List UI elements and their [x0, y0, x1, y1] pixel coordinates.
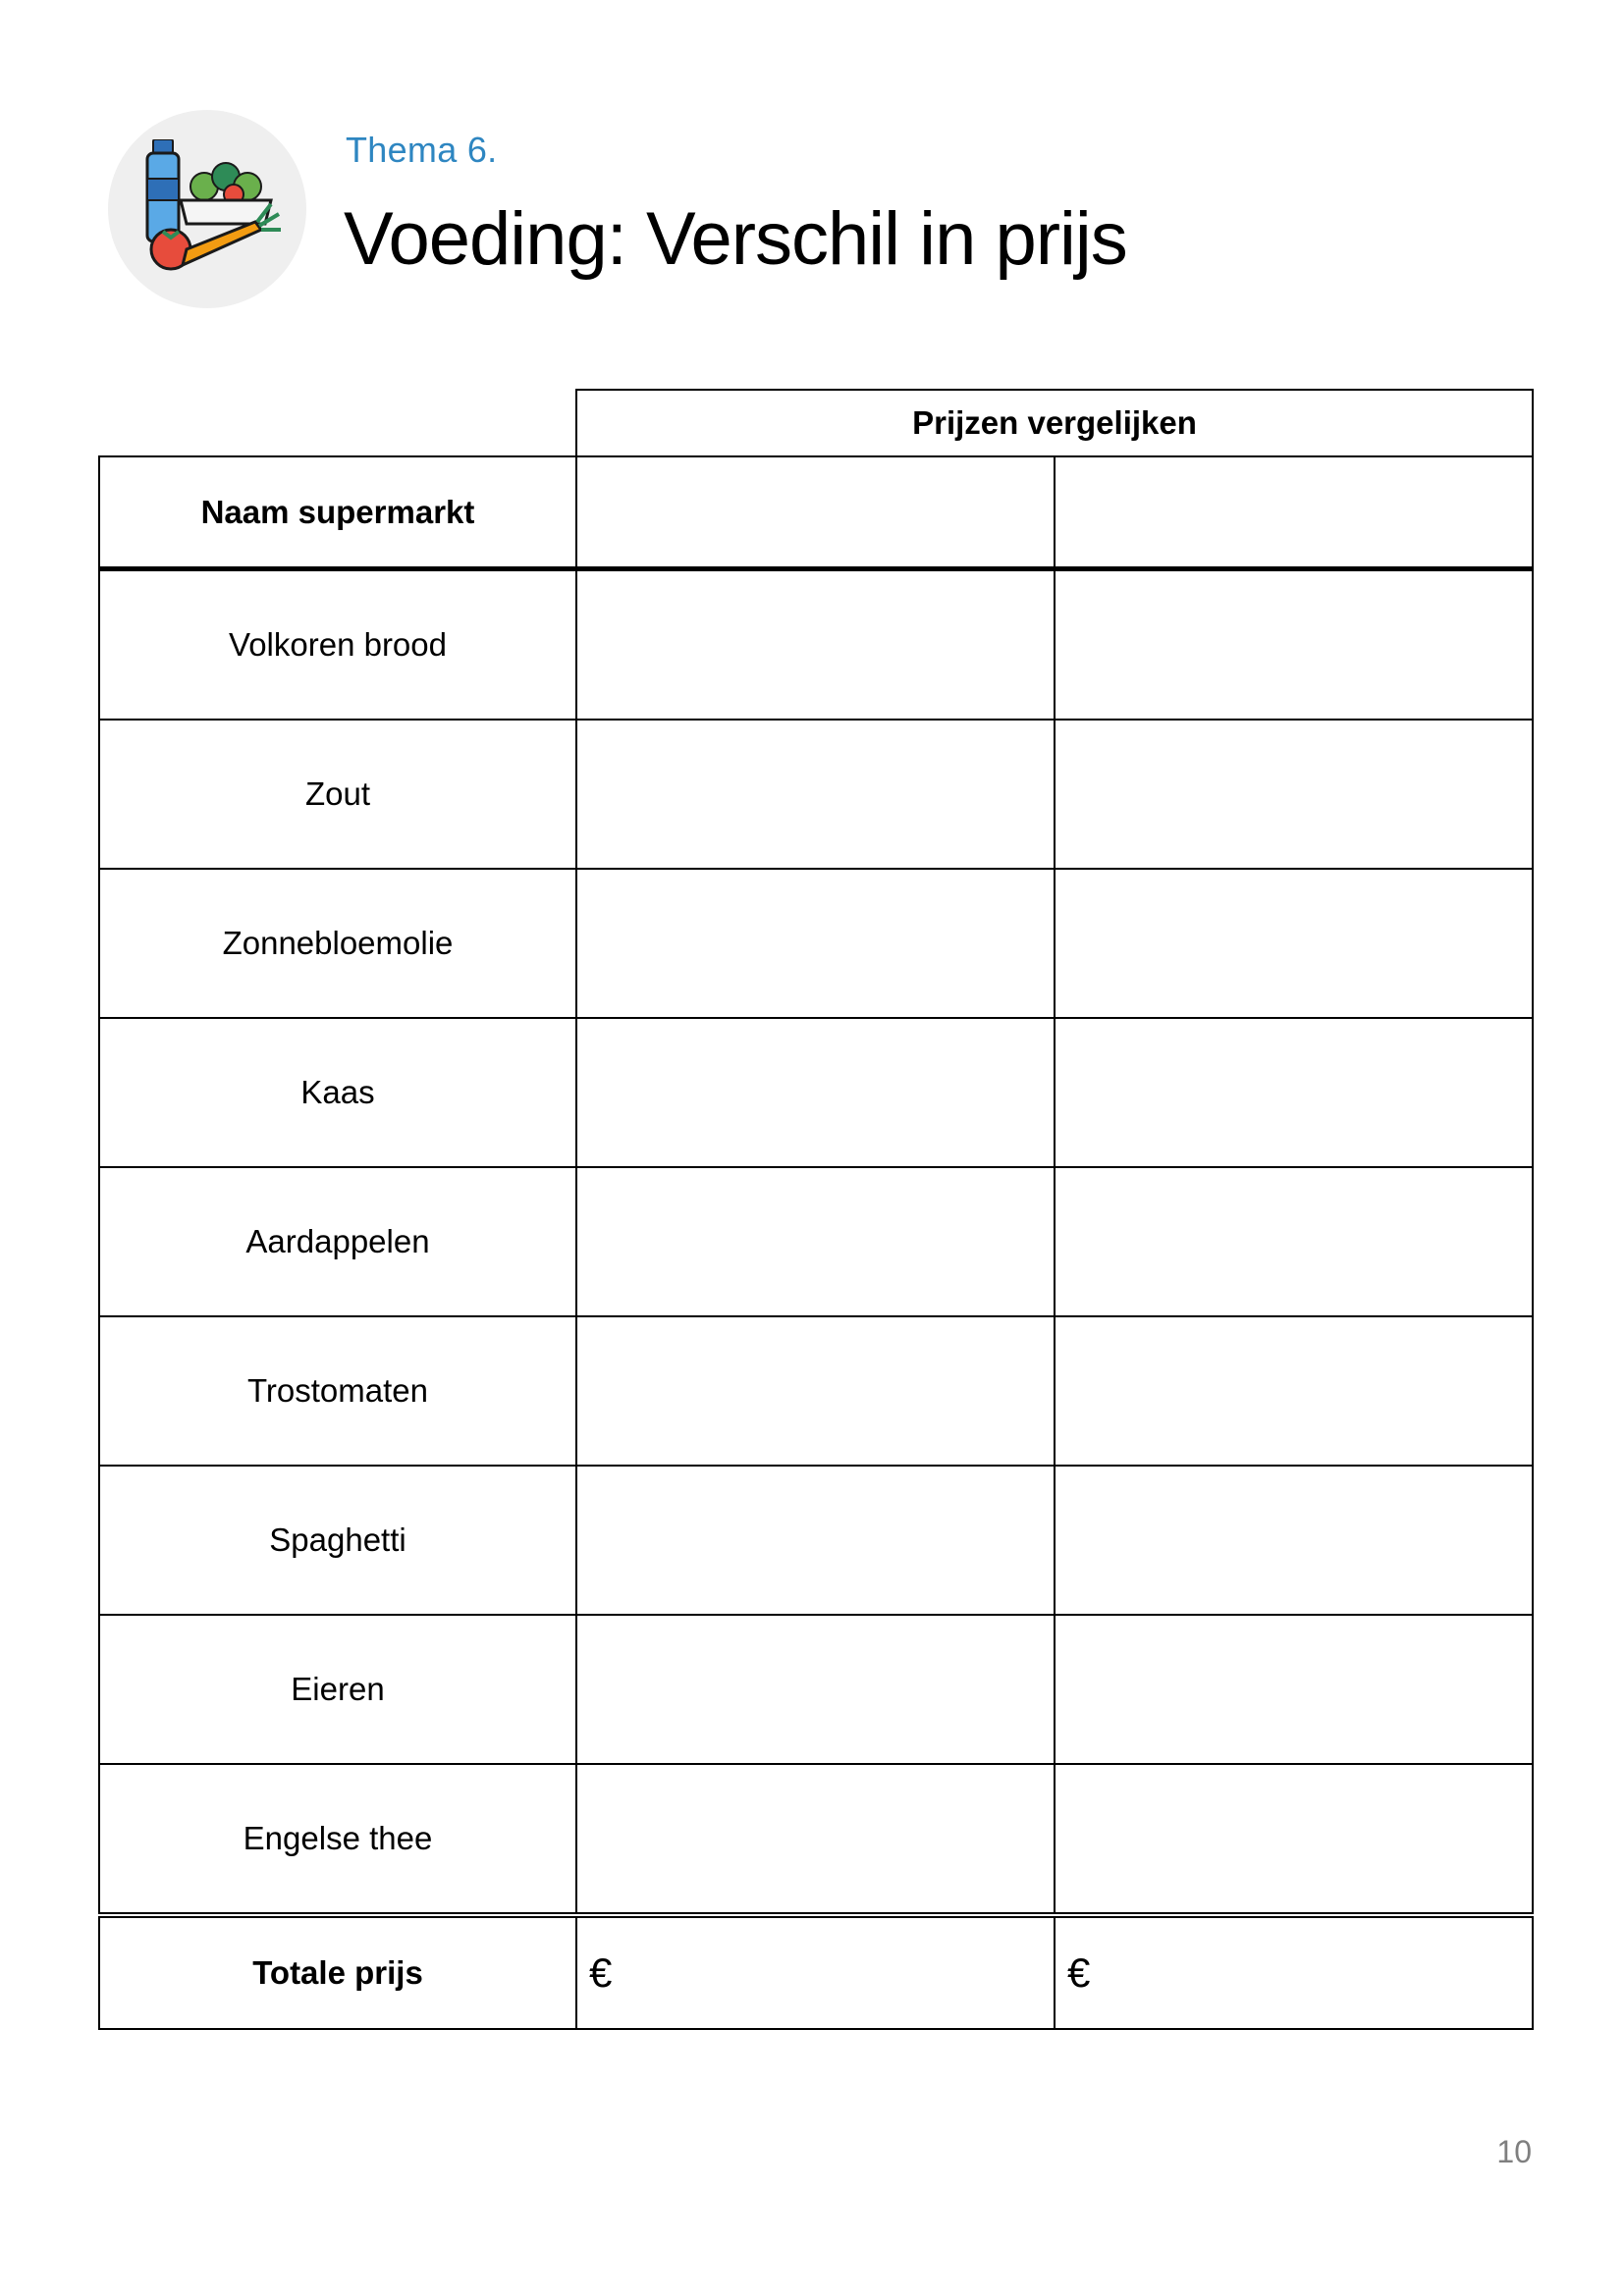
item-label: Aardappelen [99, 1167, 576, 1316]
price-cell[interactable] [576, 569, 1055, 721]
price-cell[interactable] [576, 1615, 1055, 1764]
price-cell[interactable] [1055, 720, 1533, 869]
food-illustration [135, 139, 283, 277]
page-number: 10 [1496, 2134, 1532, 2169]
table-header-row [99, 456, 1533, 569]
price-cell[interactable] [1055, 1018, 1533, 1167]
price-cell[interactable] [1055, 569, 1533, 721]
price-cell[interactable] [1055, 1764, 1533, 1915]
table-caption: Prijzen vergelijken [576, 390, 1533, 456]
table-row [99, 1018, 1533, 1167]
table-row [99, 569, 1533, 721]
item-label: Zonnebloemolie [99, 869, 576, 1018]
table-row [99, 1167, 1533, 1316]
price-cell[interactable] [1055, 1167, 1533, 1316]
item-label: Engelse thee [99, 1764, 576, 1915]
theme-subtitle: Thema 6. [346, 130, 498, 170]
euro-sign: € [589, 1949, 613, 1996]
price-comparison-table [98, 389, 1534, 2030]
total-price-cell-1[interactable] [576, 1915, 1055, 2029]
price-cell[interactable] [576, 1018, 1055, 1167]
price-cell[interactable] [1055, 1466, 1533, 1615]
empty-corner-cell [99, 390, 576, 456]
table-row [99, 1316, 1533, 1466]
food-icon [108, 110, 306, 308]
table-row [99, 1615, 1533, 1764]
price-cell[interactable] [576, 1316, 1055, 1466]
item-label: Kaas [99, 1018, 576, 1167]
supermarket-name-cell-2[interactable] [1055, 456, 1533, 569]
item-label: Zout [99, 720, 576, 869]
item-label: Eieren [99, 1615, 576, 1764]
table-caption-row [99, 390, 1533, 456]
page-title: Voeding: Verschil in prijs [344, 197, 1127, 281]
supermarket-name-cell-1[interactable] [576, 456, 1055, 569]
price-cell[interactable] [576, 1764, 1055, 1915]
price-cell[interactable] [576, 1466, 1055, 1615]
price-cell[interactable] [576, 869, 1055, 1018]
euro-sign: € [1067, 1949, 1091, 1996]
price-cell[interactable] [1055, 1316, 1533, 1466]
item-label: Volkoren brood [99, 569, 576, 721]
table-row [99, 869, 1533, 1018]
table-row [99, 1466, 1533, 1615]
price-cell[interactable] [1055, 1615, 1533, 1764]
price-cell[interactable] [1055, 869, 1533, 1018]
total-price-cell-2[interactable] [1055, 1915, 1533, 2029]
table-row [99, 1764, 1533, 1915]
table-row [99, 720, 1533, 869]
supermarket-name-label: Naam supermarkt [99, 456, 576, 569]
price-cell[interactable] [576, 720, 1055, 869]
total-price-label: Totale prijs [99, 1915, 576, 2029]
price-cell[interactable] [576, 1167, 1055, 1316]
item-label: Spaghetti [99, 1466, 576, 1615]
total-row [99, 1915, 1533, 2029]
item-label: Trostomaten [99, 1316, 576, 1466]
